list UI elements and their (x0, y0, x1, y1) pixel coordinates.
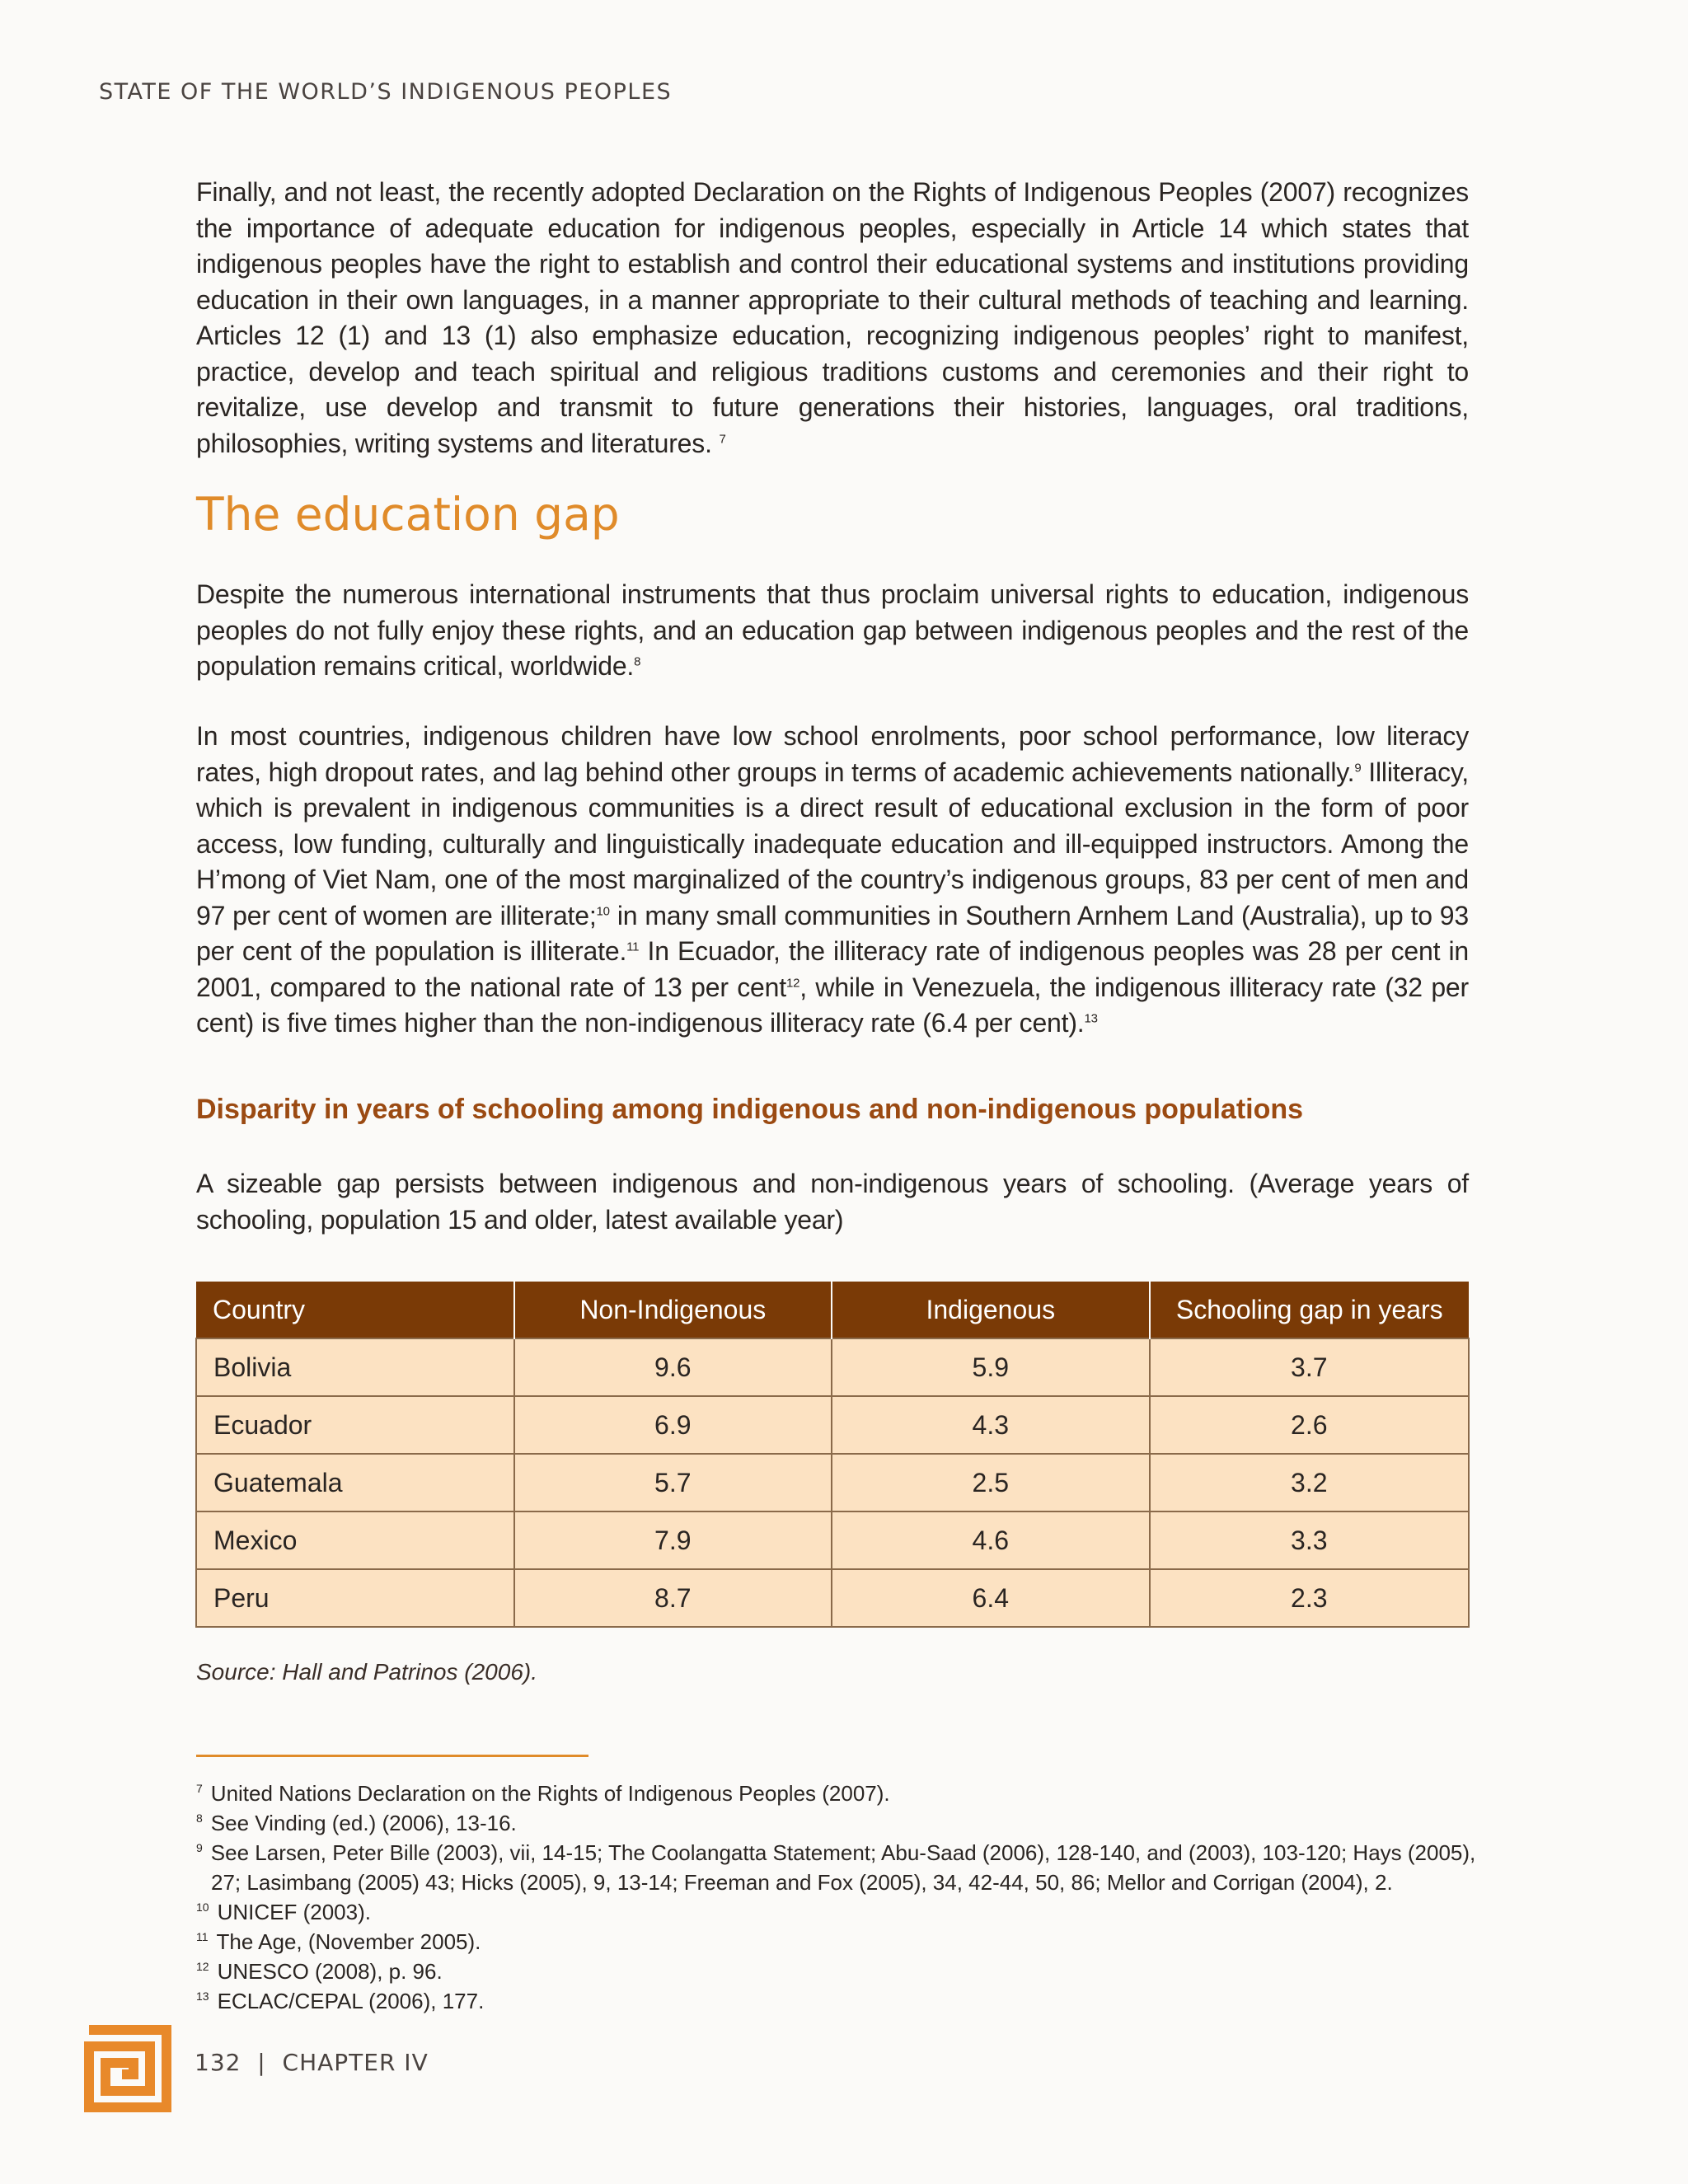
chapter-label: CHAPTER IV (282, 2049, 429, 2076)
footnote-number: 7 (196, 1782, 203, 1796)
footnote-ref-11[interactable]: 11 (626, 940, 640, 954)
spiral-logo-icon (82, 2023, 173, 2114)
footnote-ref-12[interactable]: 12 (785, 975, 800, 990)
cell-indigenous: 6.4 (832, 1569, 1150, 1627)
footnote-text: See Vinding (ed.) (2006), 13-16. (210, 1811, 517, 1835)
cell-gap: 3.3 (1150, 1511, 1469, 1569)
footnote-10 (196, 1897, 1482, 1927)
page-footer (195, 2049, 429, 2076)
cell-indigenous: 4.6 (832, 1511, 1150, 1569)
table-row (196, 1569, 1469, 1627)
footnotes (196, 1779, 1482, 2016)
footnote-text: UNICEF (2003). (217, 1900, 371, 1924)
footer-separator: | (257, 2049, 266, 2076)
footnote-9-continued: 27; Lasimbang (2005) 43; Hicks (2005), 9, 13-14; Freeman and Fox (2005), 34, 42-44, 50, 86; Mellor and Corrigan (2004), 2. (211, 1870, 1393, 1895)
footnote-number: 9 (196, 1841, 203, 1855)
cell-non-indigenous: 7.9 (514, 1511, 832, 1569)
footnote-ref-9[interactable]: 9 (1354, 760, 1362, 775)
footnote-ref-8[interactable]: 8 (634, 654, 641, 669)
literacy-text-4: In Ecuador, the illiteracy rate of indigenous peoples was 28 per cent in 2001, compared to the national rate of 13 per cent (196, 936, 1469, 1002)
footnote-text: The Age, (November 2005). (216, 1929, 481, 1954)
footnote-text: ECLAC/CEPAL (2006), 177. (217, 1989, 485, 2013)
footnote-number: 10 (196, 1900, 209, 1915)
header-country: Country (196, 1282, 514, 1338)
cell-indigenous: 4.3 (832, 1396, 1150, 1454)
literacy-text-3: in many small communities in Southern Arnhem Land (Australia), up to 93 per cent of the population is illiterate. (196, 900, 1469, 966)
footnote-12 (196, 1957, 1482, 1986)
intro-text: Finally, and not least, the recently adopted Declaration on the Rights of Indigenous Peoples (2007) recognizes the importance of adequate education for indigenous peoples, especially in Article 14 which states that indigenous peoples have the right to establish and control their educational systems and institutions providing education in their own languages, in a manner appropriate to their cultural methods of teaching and learning. Articles 12 (1) and 13 (1) also emphasize education, recognizing indigenous peoples’ right to manifest, practice, develop and teach spiritual and religious traditions customs and ceremonies and their right to revitalize, use develop and transmit to future generations their histories, languages, oral traditions, philosophies, writing systems and literatures. (196, 177, 1469, 458)
table-intro: A sizeable gap persists between indigenous and non-indigenous years of schooling. (Average years of schooling, population 15 and older, latest available year) (196, 1169, 1469, 1235)
footnote-9 (196, 1838, 1482, 1868)
footnote-number: 13 (196, 1990, 209, 2004)
footnote-number: 12 (196, 1960, 209, 1974)
literacy-paragraph (196, 719, 1469, 1042)
cell-gap: 2.6 (1150, 1396, 1469, 1454)
gap-section (196, 577, 1469, 685)
cell-gap: 3.7 (1150, 1338, 1469, 1396)
cell-country: Bolivia (196, 1338, 514, 1396)
cell-country: Mexico (196, 1511, 514, 1569)
footnote-divider (196, 1755, 588, 1757)
footnote-ref-7[interactable]: 7 (719, 431, 726, 446)
footnote-number: 11 (196, 1930, 209, 1944)
footnote-11 (196, 1927, 1482, 1957)
footnote-ref-13[interactable]: 13 (1084, 1011, 1098, 1026)
cell-indigenous: 5.9 (832, 1338, 1150, 1396)
page-number: 132 (195, 2049, 241, 2076)
gap-text: Despite the numerous international instruments that thus proclaim universal rights to education, indigenous peoples do not fully enjoy these rights, and an education gap between indigenous peoples and the rest of the population remains critical, worldwide. (196, 579, 1469, 681)
cell-gap: 3.2 (1150, 1454, 1469, 1511)
cell-non-indigenous: 5.7 (514, 1454, 832, 1511)
cell-country: Guatemala (196, 1454, 514, 1511)
footnote-text: UNESCO (2008), p. 96. (217, 1959, 443, 1984)
footnote-text: United Nations Declaration on the Rights of Indigenous Peoples (2007). (210, 1781, 890, 1806)
literacy-text-1: In most countries, indigenous children have low school enrolments, poor school performance, low literacy rates, high dropout rates, and lag behind other groups in terms of academic achievements nationally. (196, 721, 1469, 787)
literacy-text-5: , while in Venezuela, the indigenous illiteracy rate (32 per cent) is five times higher than the non-indigenous illiteracy rate (6.4 per cent). (196, 972, 1469, 1038)
table-source: Source: Hall and Patrinos (2006). (196, 1659, 537, 1685)
header-non-indigenous: Non-Indigenous (514, 1282, 832, 1338)
intro-section (196, 175, 1469, 462)
literacy-section (196, 719, 1469, 1042)
table-row (196, 1454, 1469, 1511)
table-row (196, 1338, 1469, 1396)
table-header-row (196, 1282, 1469, 1338)
schooling-table (195, 1282, 1470, 1628)
header-indigenous: Indigenous (832, 1282, 1150, 1338)
cell-indigenous: 2.5 (832, 1454, 1150, 1511)
footnote-ref-10[interactable]: 10 (596, 903, 610, 918)
cell-non-indigenous: 6.9 (514, 1396, 832, 1454)
table-heading: Disparity in years of schooling among indigenous and non-indigenous populations (196, 1094, 1304, 1125)
header-gap: Schooling gap in years (1150, 1282, 1469, 1338)
literacy-text-2: Illiteracy, which is prevalent in indigenous communities is a direct result of educational exclusion in the form of poor access, low funding, culturally and linguistically inadequate education and ill-equipped instructors. Among the H’mong of Viet Nam, one of the most marginalized of the country’s indigenous groups, 83 per cent of men and 97 per cent of women are illiterate; (196, 757, 1469, 930)
gap-paragraph (196, 577, 1469, 685)
table-row (196, 1511, 1469, 1569)
cell-non-indigenous: 8.7 (514, 1569, 832, 1627)
cell-country: Peru (196, 1569, 514, 1627)
cell-gap: 2.3 (1150, 1569, 1469, 1627)
footnote-7 (196, 1779, 1482, 1808)
footnote-number: 8 (196, 1811, 203, 1825)
footnote-8 (196, 1808, 1482, 1838)
cell-country: Ecuador (196, 1396, 514, 1454)
section-title: The education gap (196, 488, 620, 541)
footnote-13 (196, 1986, 1482, 2016)
running-head: STATE OF THE WORLD’S INDIGENOUS PEOPLES (99, 79, 673, 105)
table-intro-section (196, 1166, 1469, 1238)
intro-paragraph (196, 175, 1469, 462)
table-row (196, 1396, 1469, 1454)
footnote-text: See Larsen, Peter Bille (2003), vii, 14-15; The Coolangatta Statement; Abu-Saad (2006), 128-140, and (2003), 103-120; Hays (2005), (210, 1840, 1476, 1865)
cell-non-indigenous: 9.6 (514, 1338, 832, 1396)
